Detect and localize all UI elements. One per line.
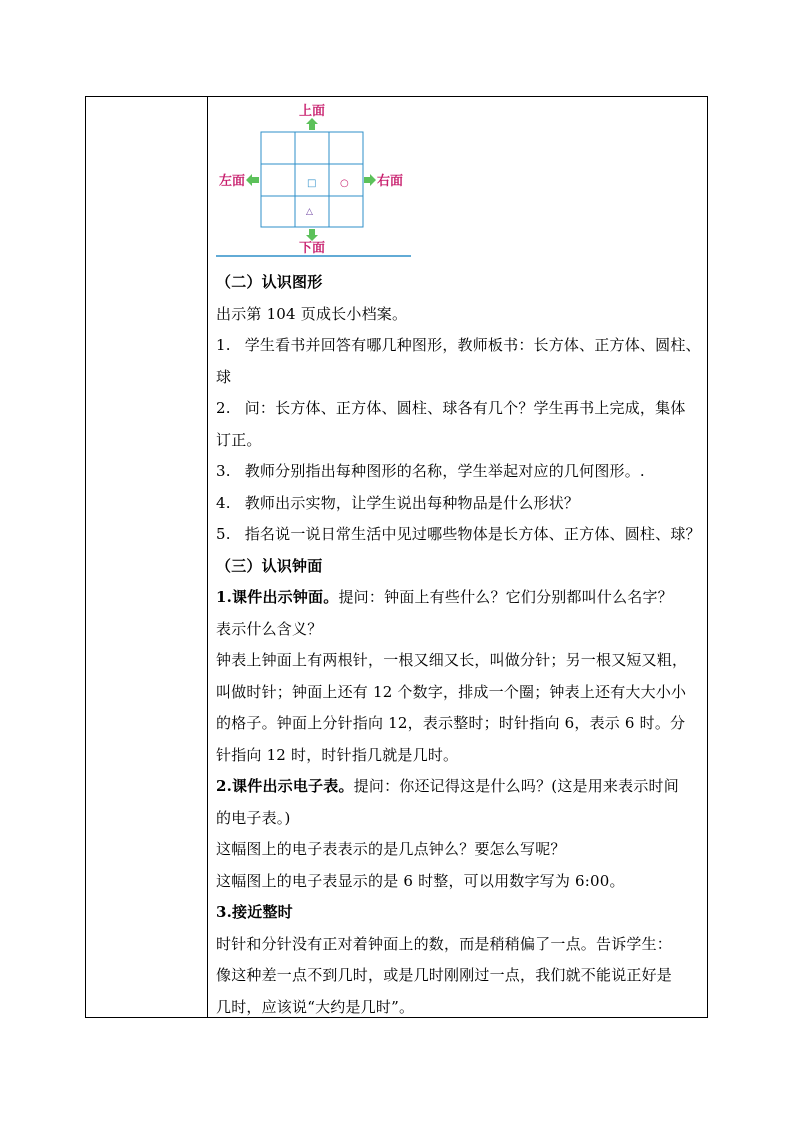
item-continuation: 球 — [216, 367, 232, 386]
paragraph-line: 针指向 12 时，时针指几就是几时。 — [216, 745, 459, 764]
paragraph-line — [216, 771, 706, 803]
right-view-label: 右面 — [377, 174, 404, 189]
item-number: 3. — [216, 462, 231, 480]
paragraph-line: 钟表上钟面上有两根针，一根又细又长，叫做分针；另一根又短又粗， — [216, 651, 688, 669]
up-arrow-icon — [306, 118, 318, 130]
item-number: 1. — [216, 336, 231, 354]
section2-heading: （二）认识图形 — [216, 273, 323, 291]
circle-symbol: ○ — [340, 178, 349, 189]
paragraph-line: 的格子。钟面上分针指向 12，表示整时；时针指向 6，表示 6 时。分 — [216, 714, 686, 732]
table-left-column — [86, 97, 208, 1017]
bottom-view-label: 下面 — [299, 241, 326, 256]
left-arrow-icon — [246, 174, 259, 186]
item-number: 4. — [216, 493, 231, 512]
right-arrow-icon — [364, 174, 376, 186]
item-continuation: 订正。 — [216, 430, 262, 449]
section2-intro: 出示第 104 页成长小档案。 — [216, 304, 408, 323]
item-number: 5. — [216, 525, 231, 543]
down-arrow-icon — [306, 229, 318, 241]
list-item — [216, 456, 706, 488]
list-item — [216, 330, 706, 362]
view-direction-figure — [216, 97, 416, 259]
item-text: 指名说一说日常生活中见过哪些物体是长方体、正方体、圆柱、球？ — [244, 525, 701, 543]
paragraph-line: 这幅图上的电子表显示的是 6 时整，可以用数字写为 6:00。 — [216, 871, 625, 890]
item-text: 学生看书并回答有哪几种图形，教师板书：长方体、正方体、圆柱、 — [244, 336, 701, 354]
paragraph-line: 时针和分针没有正对着钟面上的数，而是稍稍偏了一点。告诉学生： — [216, 934, 673, 953]
paragraph-text: 提问：钟面上有些什么？它们分别都叫什么名字？ — [338, 588, 673, 606]
paragraph-line: 表示什么含义？ — [216, 619, 323, 638]
lesson-table — [85, 96, 708, 1018]
item-text: 教师出示实物，让学生说出每种物品是什么形状？ — [244, 493, 580, 512]
list-item — [216, 488, 706, 520]
paragraph-line: 的电子表。) — [216, 808, 291, 827]
subsection-heading: 3.接近整时 — [216, 903, 293, 921]
top-view-label: 上面 — [299, 104, 326, 119]
paragraph-line: 几时，应该说“大约是几时”。 — [216, 997, 415, 1016]
paragraph-lead: 1.课件出示钟面。 — [216, 588, 339, 606]
left-view-label: 左面 — [219, 174, 246, 189]
paragraph-text: 提问：你还记得这是什么吗？(这是用来表示时间 — [353, 777, 679, 795]
paragraph-line: 像这种差一点不到几时，或是几时刚刚过一点，我们就不能说正好是 — [216, 966, 673, 984]
paragraph-line — [216, 582, 706, 614]
section3-heading: （三）认识钟面 — [216, 556, 323, 575]
square-symbol: □ — [307, 178, 317, 189]
list-item — [216, 519, 706, 551]
item-text: 教师分别指出每种图形的名称，学生举起对应的几何图形。. — [244, 462, 645, 480]
item-number: 2. — [216, 399, 231, 417]
paragraph-lead: 2.课件出示电子表。 — [216, 777, 354, 795]
lesson-text — [216, 267, 706, 1023]
paragraph-line: 这幅图上的电子表表示的是几点钟么？要怎么写呢？ — [216, 840, 566, 858]
item-text: 问：长方体、正方体、圆柱、球各有几个？学生再书上完成，集体 — [244, 399, 686, 417]
triangle-symbol: △ — [306, 207, 313, 217]
table-content-cell — [216, 97, 704, 1017]
paragraph-line: 叫做时针；钟面上还有 12 个数字，排成一个圈；钟表上还有大大小小 — [216, 682, 687, 701]
list-item — [216, 393, 706, 425]
